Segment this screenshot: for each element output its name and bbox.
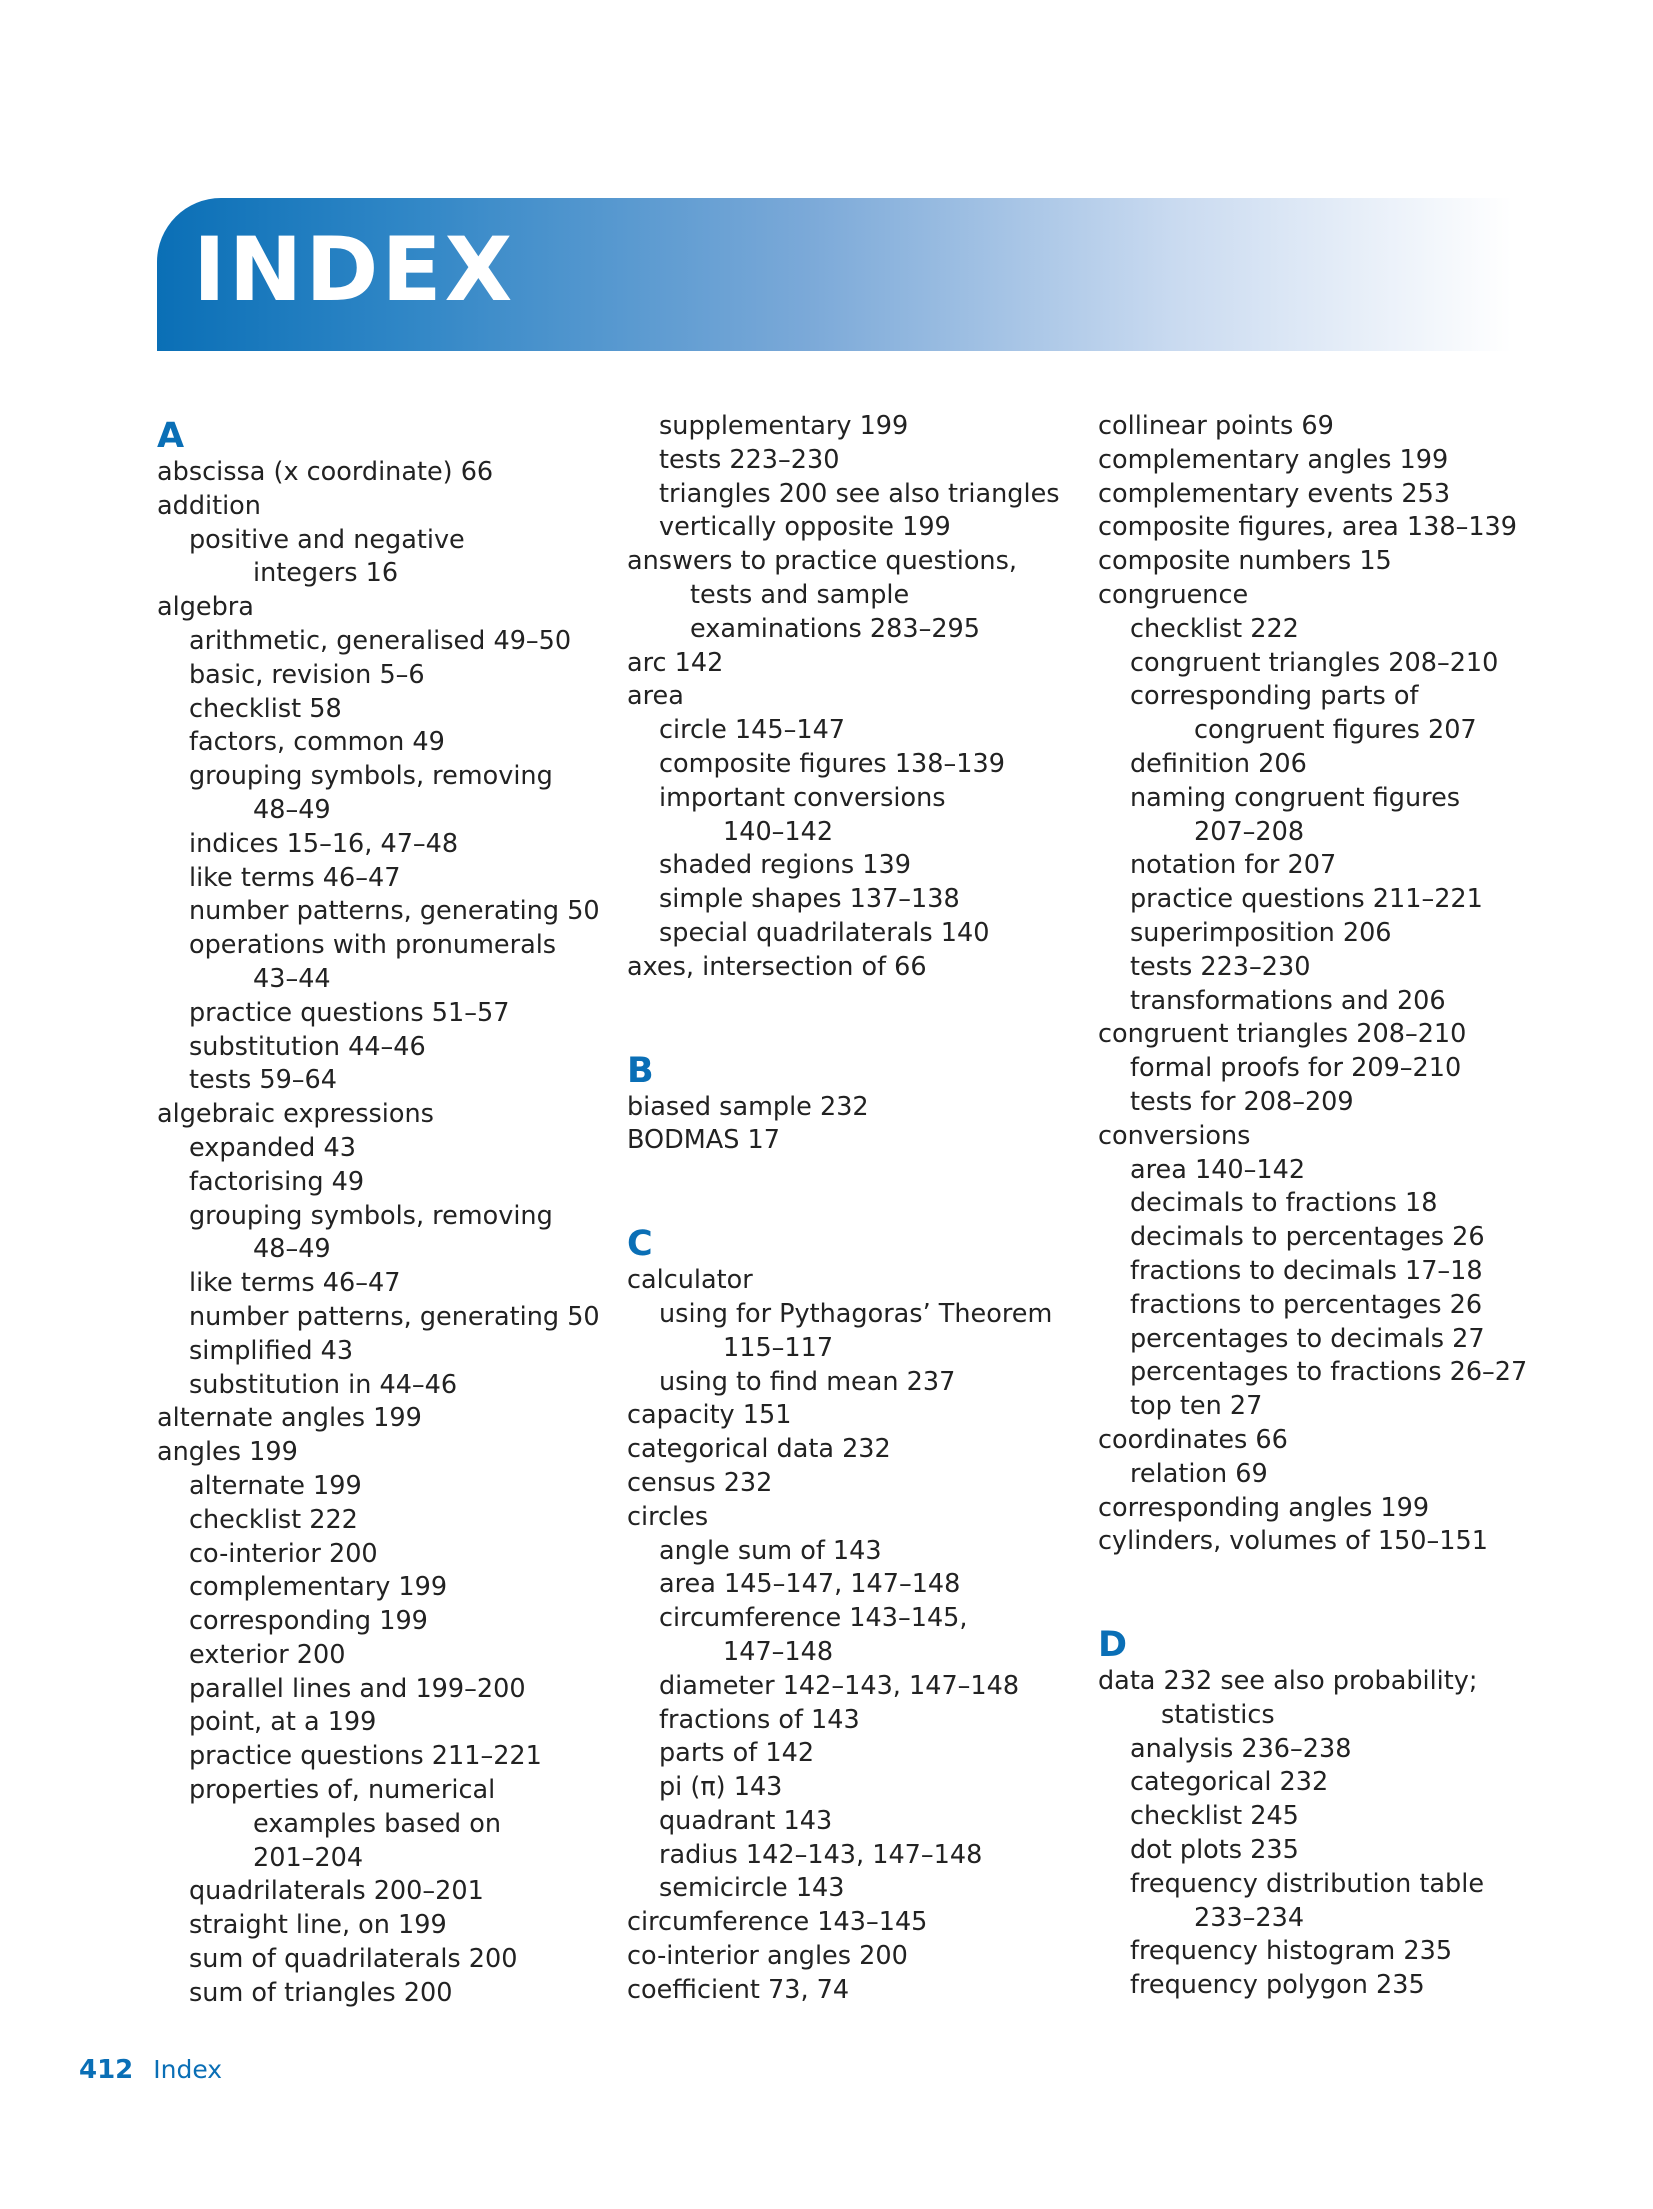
index-entry: biased sample 232 <box>627 1091 869 1122</box>
index-entry: BODMAS 17 <box>627 1125 780 1156</box>
index-entry: composite figures, area 138–139 <box>1098 512 1517 543</box>
index-subentry: properties of, numerical <box>189 1775 496 1806</box>
index-entry: corresponding angles 199 <box>1098 1492 1430 1523</box>
index-subentry: quadrilaterals 200–201 <box>189 1876 484 1907</box>
index-subentry: like terms 46–47 <box>189 1268 401 1299</box>
section-letter: B <box>627 1050 654 1091</box>
index-subentry: fractions to percentages 26 <box>1130 1289 1483 1320</box>
index-subentry: area 140–142 <box>1130 1154 1306 1185</box>
index-continuation: 207–208 <box>1194 816 1305 847</box>
index-subentry: tests 223–230 <box>1130 951 1311 982</box>
index-subentry: sum of triangles 200 <box>189 1977 453 2008</box>
index-subentry: sum of quadrilaterals 200 <box>189 1944 518 1975</box>
index-entry: co-interior angles 200 <box>627 1941 908 1972</box>
index-subentry: checklist 222 <box>1130 613 1299 644</box>
index-subentry: checklist 245 <box>1130 1801 1299 1832</box>
index-entry: coordinates 66 <box>1098 1424 1288 1455</box>
title-banner <box>157 198 1512 351</box>
index-subentry: substitution 44–46 <box>189 1031 426 1062</box>
index-entry: congruent triangles 208–210 <box>1098 1019 1467 1050</box>
index-subentry: number patterns, generating 50 <box>189 1301 600 1332</box>
index-subentry: practice questions 211–221 <box>189 1741 542 1772</box>
index-subentry: practice questions 51–57 <box>189 997 510 1028</box>
index-entry: area <box>627 681 684 712</box>
index-subentry: frequency polygon 235 <box>1130 1970 1425 2001</box>
index-subentry: area 145–147, 147–148 <box>659 1569 961 1600</box>
section-letter: D <box>1098 1625 1128 1666</box>
index-entry: complementary angles 199 <box>1098 444 1449 475</box>
index-entry: cylinders, volumes of 150–151 <box>1098 1526 1488 1557</box>
index-subentry: arithmetic, generalised 49–50 <box>189 625 572 656</box>
index-subentry: simple shapes 137–138 <box>659 884 960 915</box>
index-subentry: substitution in 44–46 <box>189 1369 458 1400</box>
index-subentry: categorical 232 <box>1130 1767 1329 1798</box>
index-subentry: formal proofs for 209–210 <box>1130 1053 1462 1084</box>
index-subentry: percentages to fractions 26–27 <box>1130 1357 1528 1388</box>
index-subentry: vertically opposite 199 <box>659 512 951 543</box>
index-subentry: top ten 27 <box>1130 1391 1263 1422</box>
index-subentry: factorising 49 <box>189 1166 365 1197</box>
index-continuation: 233–234 <box>1194 1902 1305 1933</box>
index-subentry: dot plots 235 <box>1130 1835 1299 1866</box>
index-subentry: fractions of 143 <box>659 1704 860 1735</box>
index-subentry: checklist 222 <box>189 1504 358 1535</box>
index-entry: arc 142 <box>627 647 724 678</box>
index-subentry: basic, revision 5–6 <box>189 659 425 690</box>
index-subentry: number patterns, generating 50 <box>189 896 600 927</box>
index-subentry: checklist 58 <box>189 693 342 724</box>
index-subentry: percentages to decimals 27 <box>1130 1323 1485 1354</box>
index-subentry: operations with pronumerals <box>189 930 557 961</box>
index-continuation: tests and sample <box>690 579 910 610</box>
index-subentry: complementary 199 <box>189 1572 448 1603</box>
index-subentry: transformations and 206 <box>1130 985 1446 1016</box>
index-subentry: important conversions <box>659 782 946 813</box>
index-subentry: diameter 142–143, 147–148 <box>659 1670 1020 1701</box>
index-subentry: frequency histogram 235 <box>1130 1936 1453 1967</box>
index-entry: capacity 151 <box>627 1400 792 1431</box>
index-subentry: corresponding parts of <box>1130 681 1419 712</box>
index-entry: circles <box>627 1501 709 1532</box>
index-subentry: using for Pythagoras’ Theorem <box>659 1298 1053 1329</box>
index-entry: categorical data 232 <box>627 1434 891 1465</box>
index-subentry: decimals to percentages 26 <box>1130 1222 1485 1253</box>
footer-label: Index <box>153 2055 223 2084</box>
index-subentry: grouping symbols, removing <box>189 1200 553 1231</box>
index-subentry: notation for 207 <box>1130 850 1337 881</box>
index-subentry: tests 223–230 <box>659 444 840 475</box>
index-subentry: parallel lines and 199–200 <box>189 1673 526 1704</box>
index-subentry: triangles 200 see also triangles <box>659 478 1060 509</box>
index-subentry: parts of 142 <box>659 1738 815 1769</box>
index-continuation: 115–117 <box>723 1332 834 1363</box>
page-title: INDEX <box>193 218 516 321</box>
index-subentry: congruent triangles 208–210 <box>1130 647 1499 678</box>
index-entry: congruence <box>1098 579 1249 610</box>
index-subentry: like terms 46–47 <box>189 862 401 893</box>
index-subentry: straight line, on 199 <box>189 1910 447 1941</box>
index-subentry: superimposition 206 <box>1130 917 1392 948</box>
index-entry: census 232 <box>627 1467 773 1498</box>
index-subentry: tests for 208–209 <box>1130 1086 1354 1117</box>
index-column-1 <box>157 410 607 2011</box>
index-entry: algebra <box>157 592 254 623</box>
index-subentry: circle 145–147 <box>659 715 846 746</box>
index-continuation: 48–49 <box>253 1234 331 1265</box>
index-subentry: indices 15–16, 47–48 <box>189 828 459 859</box>
index-entry: circumference 143–145 <box>627 1907 928 1938</box>
index-entry: abscissa (x coordinate) 66 <box>157 457 494 487</box>
index-column-2 <box>627 410 1077 2008</box>
index-subentry: point, at a 199 <box>189 1707 377 1738</box>
index-subentry: fractions to decimals 17–18 <box>1130 1255 1483 1286</box>
index-subentry: tests 59–64 <box>189 1065 338 1096</box>
index-subentry: radius 142–143, 147–148 <box>659 1839 983 1870</box>
section-letter: C <box>627 1224 653 1265</box>
index-subentry: expanded 43 <box>189 1132 356 1163</box>
index-subentry: frequency distribution table <box>1130 1868 1485 1899</box>
index-continuation: 201–204 <box>253 1842 364 1873</box>
index-subentry: factors, common 49 <box>189 727 445 758</box>
index-continuation: 43–44 <box>253 963 331 994</box>
index-subentry: corresponding 199 <box>189 1606 428 1637</box>
page-number: 412 <box>79 2055 134 2085</box>
index-subentry: definition 206 <box>1130 748 1307 779</box>
index-subentry: angle sum of 143 <box>659 1535 882 1566</box>
index-entry: addition <box>157 490 261 521</box>
section-letter: A <box>157 416 185 456</box>
page-footer <box>79 2055 222 2085</box>
index-subentry: naming congruent figures <box>1130 782 1461 813</box>
index-entry: angles 199 <box>157 1437 298 1468</box>
index-entry: algebraic expressions <box>157 1099 434 1130</box>
index-subentry: co-interior 200 <box>189 1538 378 1569</box>
index-subentry: relation 69 <box>1130 1458 1268 1489</box>
index-subentry: positive and negative <box>189 524 465 555</box>
index-continuation: integers 16 <box>253 558 399 589</box>
index-subentry: simplified 43 <box>189 1335 354 1366</box>
index-subentry: shaded regions 139 <box>659 850 911 881</box>
index-entry: axes, intersection of 66 <box>627 951 927 982</box>
index-subentry: composite figures 138–139 <box>659 748 1005 779</box>
index-continuation: examples based on <box>253 1808 501 1839</box>
index-subentry: quadrant 143 <box>659 1805 833 1836</box>
index-entry: calculator <box>627 1265 753 1296</box>
index-column-3 <box>1098 410 1548 2003</box>
index-entry: answers to practice questions, <box>627 546 1017 577</box>
index-entry: composite numbers 15 <box>1098 546 1392 577</box>
index-subentry: special quadrilaterals 140 <box>659 917 990 948</box>
index-entry: alternate angles 199 <box>157 1403 422 1434</box>
index-continuation: 147–148 <box>723 1636 834 1667</box>
index-subentry: grouping symbols, removing <box>189 761 553 792</box>
index-subentry: analysis 236–238 <box>1130 1733 1352 1764</box>
index-entry: complementary events 253 <box>1098 478 1451 509</box>
index-subentry: practice questions 211–221 <box>1130 884 1483 915</box>
index-entry: collinear points 69 <box>1098 411 1334 441</box>
index-subentry: exterior 200 <box>189 1639 346 1670</box>
index-continuation: congruent figures 207 <box>1194 715 1477 746</box>
index-subentry: alternate 199 <box>189 1470 362 1501</box>
index-subentry: supplementary 199 <box>659 411 909 441</box>
index-entry: data 232 see also probability; <box>1098 1666 1478 1697</box>
index-entry: coefficient 73, 74 <box>627 1974 850 2005</box>
index-subentry: decimals to fractions 18 <box>1130 1188 1438 1219</box>
index-continuation: examinations 283–295 <box>690 613 981 644</box>
index-continuation: 140–142 <box>723 816 834 847</box>
index-continuation: 48–49 <box>253 794 331 825</box>
index-subentry: circumference 143–145, <box>659 1603 968 1634</box>
index-continuation: statistics <box>1161 1699 1275 1730</box>
index-subentry: using to find mean 237 <box>659 1366 956 1397</box>
index-entry: conversions <box>1098 1120 1251 1151</box>
index-subentry: pi (π) 143 <box>659 1772 783 1803</box>
index-subentry: semicircle 143 <box>659 1873 845 1904</box>
